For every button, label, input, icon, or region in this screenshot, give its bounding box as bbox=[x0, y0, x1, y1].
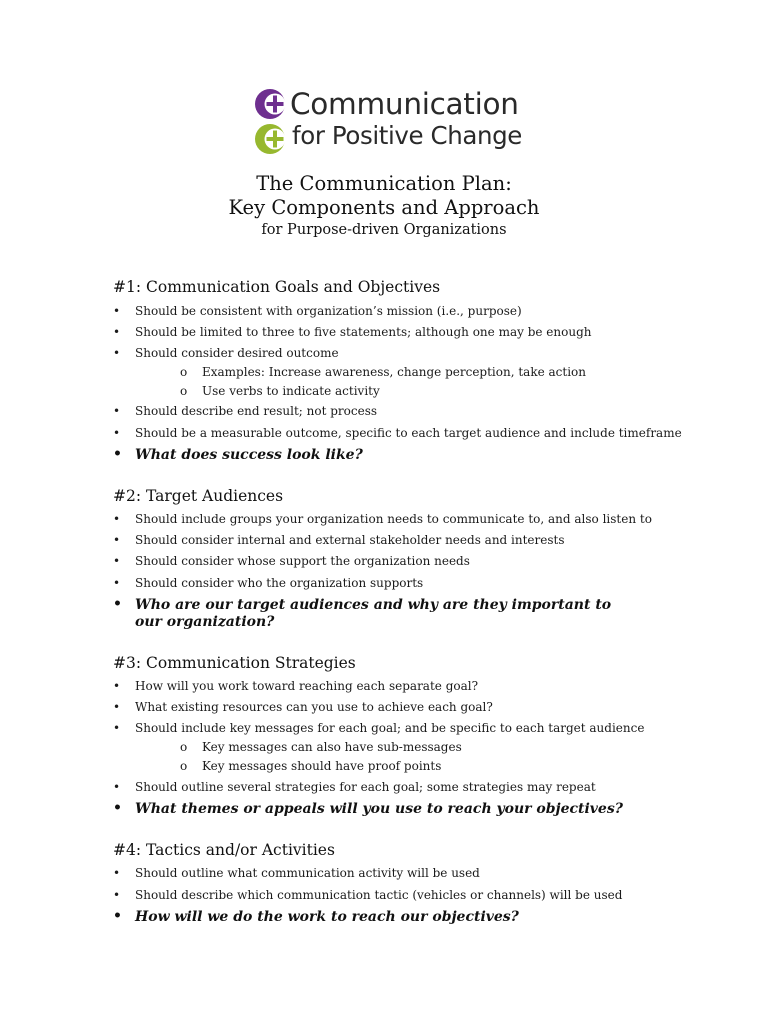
bullet-icon: • bbox=[113, 596, 122, 612]
sub-bullet-icon: o bbox=[180, 365, 188, 379]
bullet-icon: • bbox=[113, 700, 121, 714]
item-text: Should describe end result; not process bbox=[135, 404, 378, 418]
logo-line-2: for Positive Change bbox=[292, 121, 522, 150]
bullet-icon: • bbox=[113, 888, 121, 902]
logo-plus-circles-icon bbox=[252, 86, 292, 158]
question-text: What does success look like? bbox=[135, 447, 363, 463]
subitem-text: Examples: Increase awareness, change perception, take action bbox=[202, 365, 586, 379]
bullet-icon: • bbox=[113, 304, 121, 318]
item-text: Should include groups your organization needs to communicate to, and also listen to bbox=[135, 512, 652, 526]
document-subtitle: for Purpose-driven Organizations bbox=[261, 222, 507, 238]
bullet-icon: • bbox=[113, 426, 121, 440]
section-3-heading: #3: Communication Strategies bbox=[113, 654, 356, 672]
item-text: Should consider desired outcome bbox=[135, 346, 339, 360]
question-text: How will we do the work to reach our objectives? bbox=[135, 909, 519, 925]
title-line-2: Key Components and Approach bbox=[228, 196, 540, 219]
section-1-heading: #1: Communication Goals and Objectives bbox=[113, 278, 441, 296]
document-title bbox=[0, 172, 768, 240]
bullet-icon: • bbox=[113, 512, 121, 526]
item-text: Should consider who the organization supports bbox=[135, 576, 424, 590]
green-plus-circle-icon bbox=[255, 124, 286, 154]
item-text: Should be a measurable outcome, specific to each target audience and include timeframe bbox=[135, 426, 682, 440]
sub-bullet-icon: o bbox=[180, 740, 188, 754]
subitem-text: Use verbs to indicate activity bbox=[202, 384, 380, 398]
bullet-icon: • bbox=[113, 325, 121, 339]
item-text: Should outline several strategies for each goal; some strategies may repeat bbox=[135, 780, 596, 794]
item-text: How will you work toward reaching each separate goal? bbox=[135, 679, 479, 693]
bullet-icon: • bbox=[113, 576, 121, 590]
bullet-icon: • bbox=[113, 866, 121, 880]
bullet-icon: • bbox=[113, 780, 121, 794]
question-text: What themes or appeals will you use to reach your objectives? bbox=[135, 801, 623, 817]
bullet-icon: • bbox=[113, 908, 122, 924]
purple-plus-circle-icon bbox=[255, 89, 286, 119]
logo-line-1: Communication bbox=[290, 87, 519, 121]
sub-bullet-icon: o bbox=[180, 759, 188, 773]
bullet-icon: • bbox=[113, 721, 121, 735]
bullet-icon: • bbox=[113, 800, 122, 816]
bullet-icon: • bbox=[113, 346, 121, 360]
bullet-icon: • bbox=[113, 554, 121, 568]
question-text: Who are our target audiences and why are they important to our organization? bbox=[135, 597, 612, 630]
bullet-icon: • bbox=[113, 533, 121, 547]
section-4-heading: #4: Tactics and/or Activities bbox=[113, 841, 335, 859]
bullet-icon: • bbox=[113, 679, 121, 693]
item-text: Should be consistent with organization’s mission (i.e., purpose) bbox=[135, 304, 522, 318]
item-text: Should consider whose support the organization needs bbox=[135, 554, 470, 568]
title-line-1: The Communication Plan: bbox=[256, 172, 512, 195]
subitem-text: Key messages should have proof points bbox=[202, 759, 442, 773]
item-text: Should outline what communication activity will be used bbox=[135, 866, 480, 880]
section-2-heading: #2: Target Audiences bbox=[113, 487, 284, 505]
subitem-text: Key messages can also have sub-messages bbox=[202, 740, 462, 754]
item-text: Should be limited to three to five statements; although one may be enough bbox=[135, 325, 592, 339]
item-text: Should describe which communication tactic (vehicles or channels) will be used bbox=[135, 888, 623, 902]
bullet-icon: • bbox=[113, 446, 122, 462]
item-text: Should consider internal and external stakeholder needs and interests bbox=[135, 533, 565, 547]
sub-bullet-icon: o bbox=[180, 384, 188, 398]
bullet-icon: • bbox=[113, 404, 121, 418]
item-text: Should include key messages for each goal; and be specific to each target audience bbox=[135, 721, 645, 735]
logo bbox=[252, 86, 522, 158]
item-text: What existing resources can you use to achieve each goal? bbox=[135, 700, 493, 714]
